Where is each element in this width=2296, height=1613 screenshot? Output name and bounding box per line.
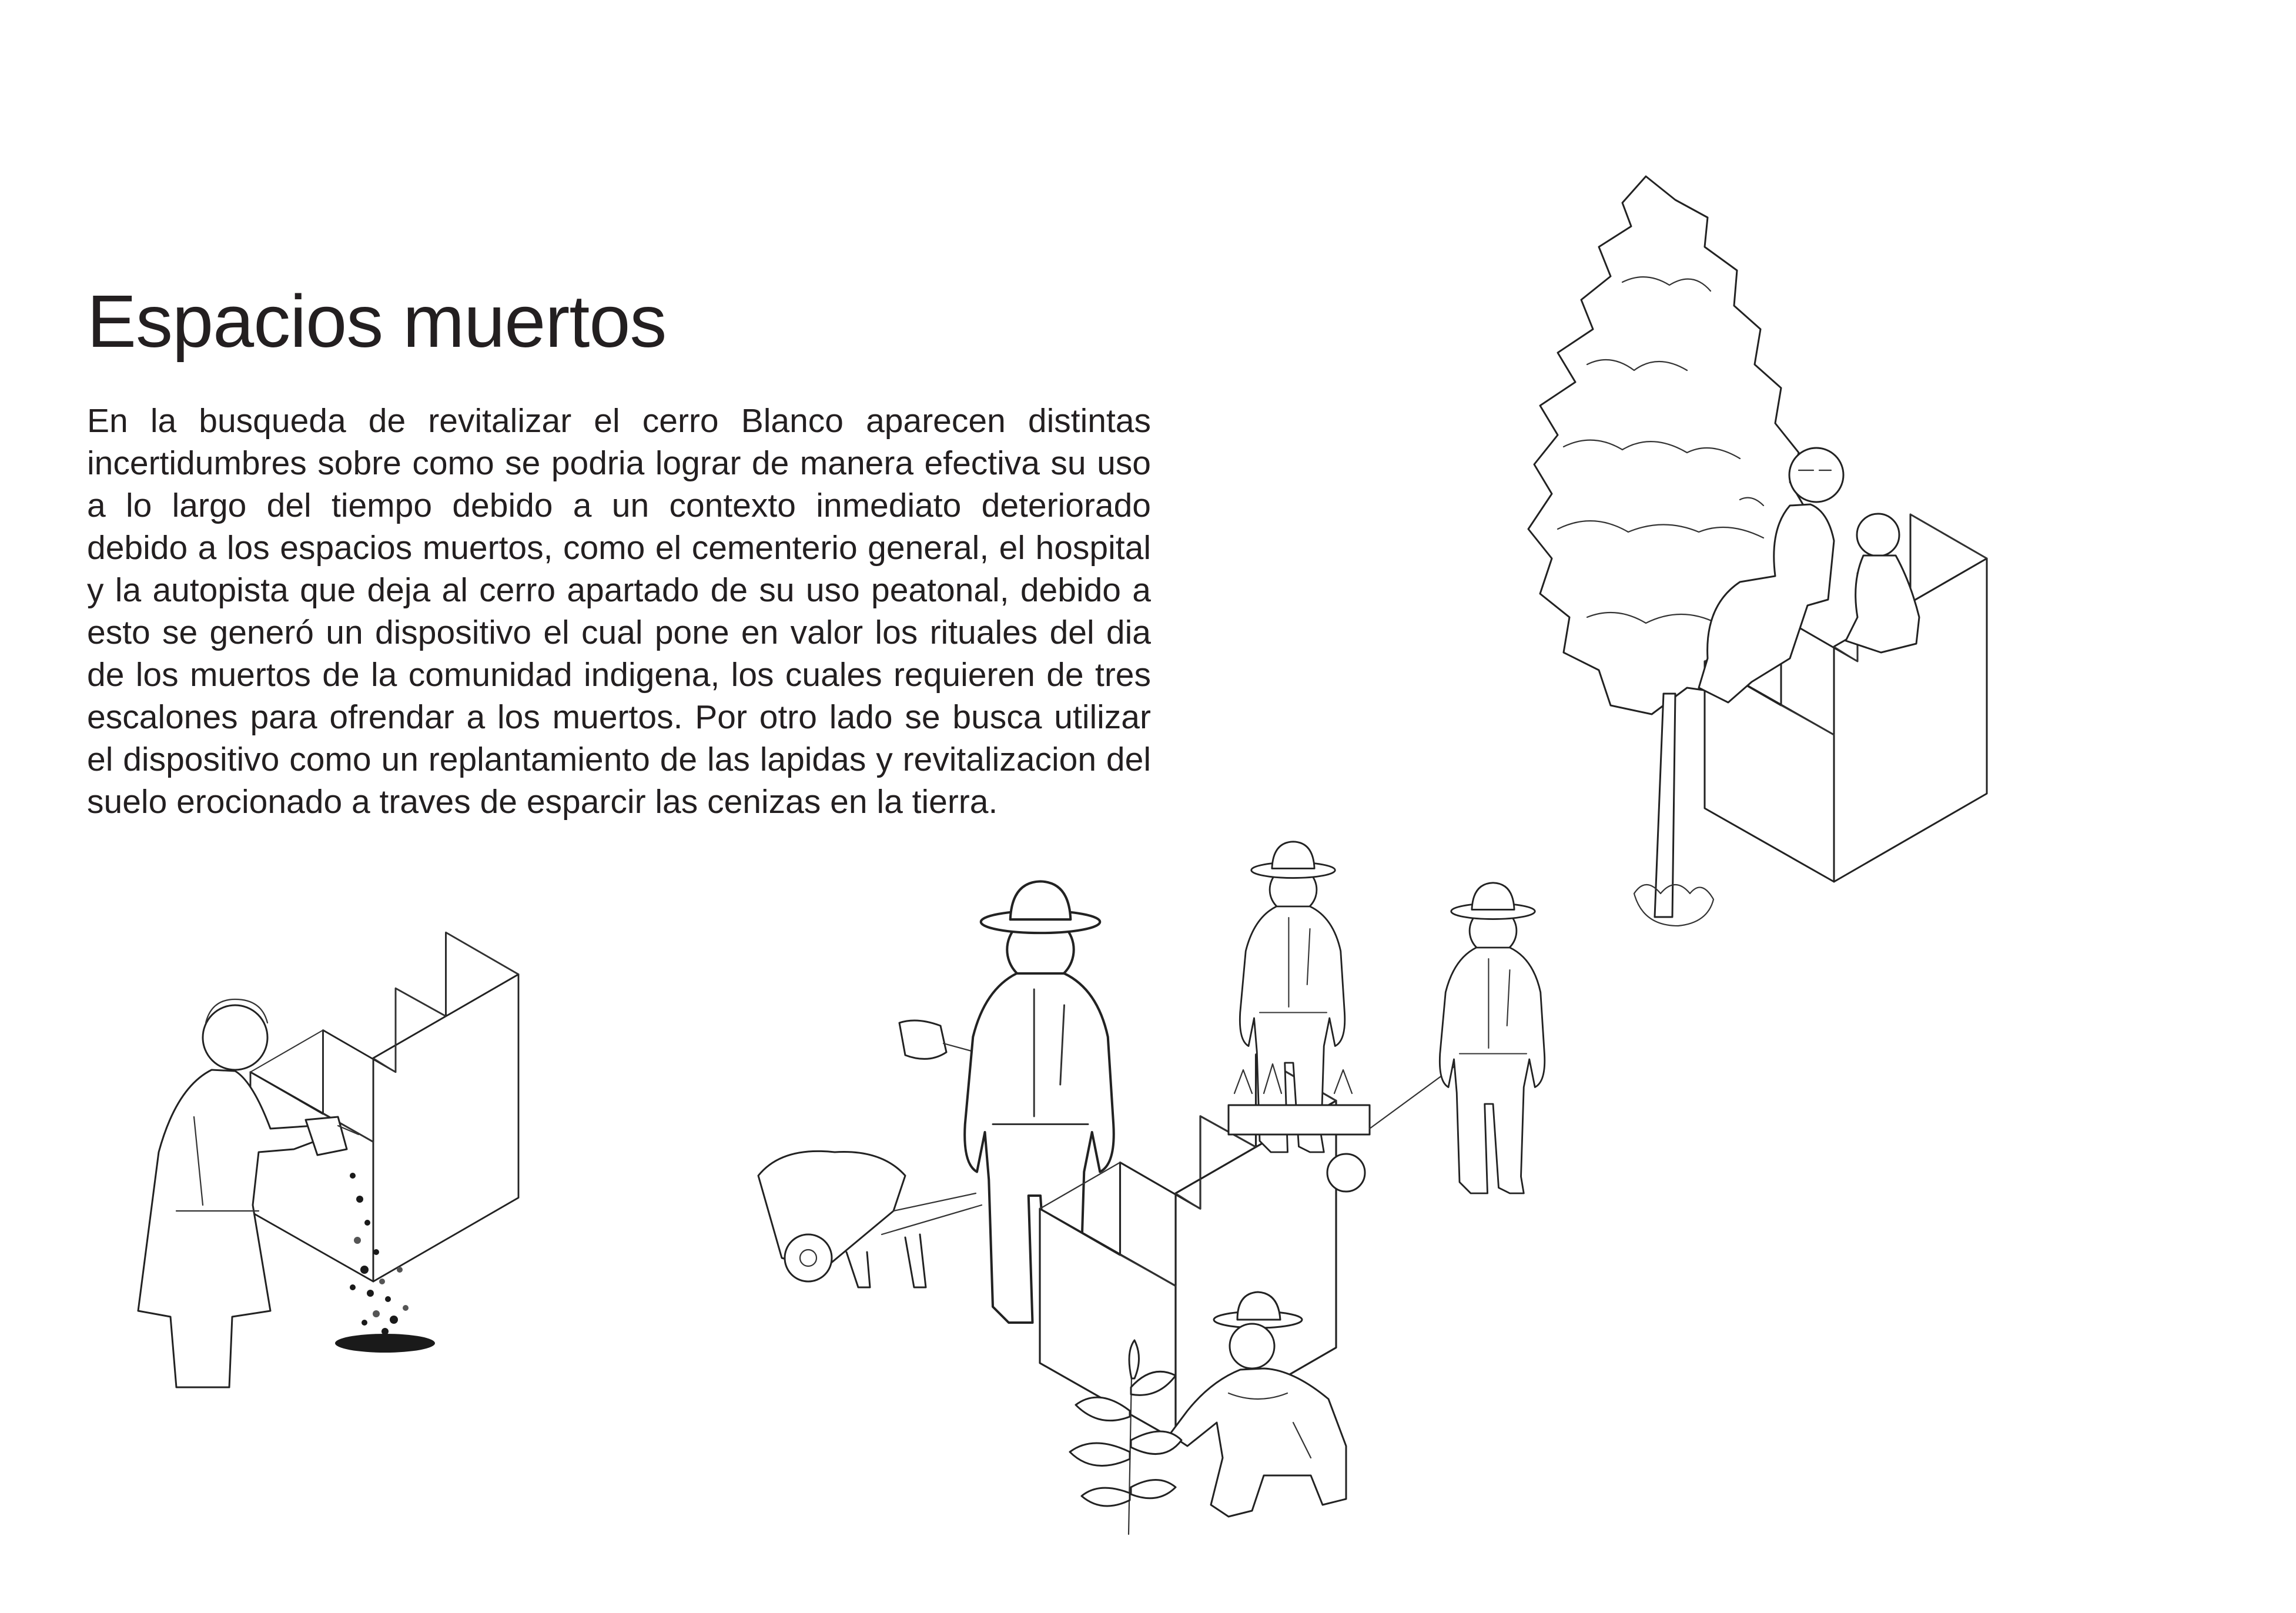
description-paragraph: En la busqueda de revitalizar el cerro Blanco aparecen distintas incertidumbres sobre como se podria lograr de manera efectiva su uso a lo largo del tiempo debido a un contexto inmediato deteriorado debido a los espacios muertos, como el cementerio general, el hospital y la autopista que deja al cerro apartado de su uso peatonal, debido a esto se generó un dispositivo el cual pone en valor los rituales del dia de los muertos de la comunidad indigena, los cuales requieren de tres escalones para ofrendar a los muertos. Por otro lado se busca utilizar el dispositivo como un replantamiento de las lapidas y revitalizacion del suelo erocionado a traves de esparcir las cenizas en la tierra. bbox=[87, 402, 1151, 821]
page-title: Espacios muertos bbox=[87, 280, 667, 363]
stepped-box-icon bbox=[250, 932, 518, 1281]
person-icon bbox=[1440, 883, 1544, 1193]
wheelbarrow-icon bbox=[758, 1151, 982, 1287]
